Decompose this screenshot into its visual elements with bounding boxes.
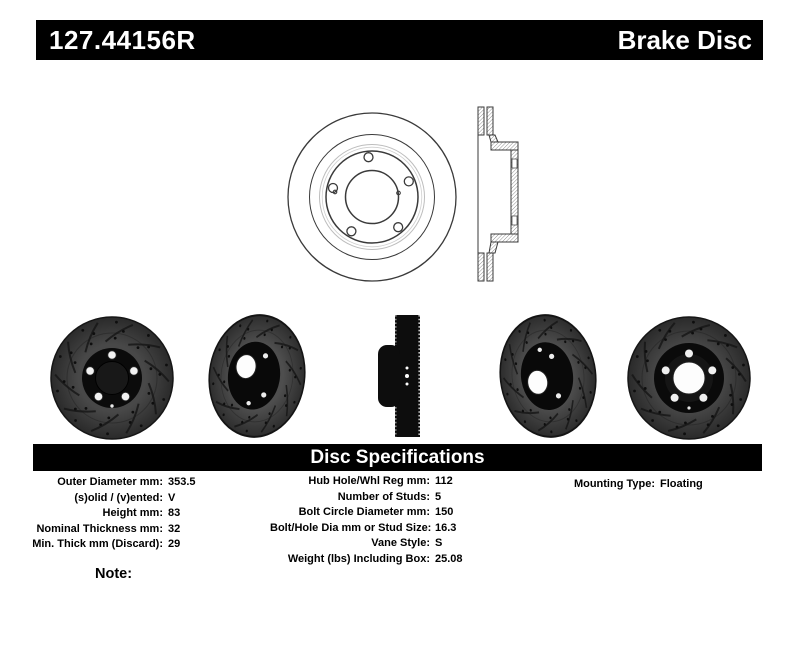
spec-column-left [20, 475, 196, 553]
technical-drawing [270, 95, 550, 295]
header-bar [36, 20, 763, 60]
spec-label: Mounting Type: [573, 478, 655, 490]
rotor-photo-angled-right [207, 311, 307, 441]
spec-value: 150 [435, 506, 454, 519]
spec-row [270, 536, 463, 552]
spec-value: V [168, 491, 176, 504]
spec-label: Nominal Thickness mm: [36, 522, 163, 535]
spec-row [540, 477, 703, 493]
rotor-photo-rear-face [624, 310, 754, 446]
spec-row [270, 521, 463, 537]
spec-value: 16.3 [435, 521, 457, 534]
spec-value: 83 [168, 507, 181, 520]
spec-value: 25.08 [435, 552, 463, 565]
spec-row [20, 475, 196, 491]
rotor-photo-side-profile [378, 309, 426, 443]
spec-section-title: Disc Specifications [310, 446, 485, 468]
spec-value: Floating [660, 478, 703, 490]
front-view-drawing [288, 113, 456, 281]
note-label: Note: [95, 566, 133, 582]
spec-label: Weight (lbs) Including Box: [287, 552, 430, 565]
hat-section [378, 345, 400, 407]
spec-label: Bolt/Hole Dia mm or Stud Size: [270, 521, 432, 534]
spec-row [20, 491, 196, 507]
spec-row [270, 552, 463, 568]
spec-row [270, 490, 463, 506]
spec-label: Height mm: [102, 507, 163, 520]
spec-row [20, 506, 196, 522]
rotor-photo-front-face [47, 310, 177, 446]
spec-label: Number of Studs: [337, 490, 430, 503]
spec-column-right [540, 477, 703, 493]
part-number: 127.44156R [49, 24, 196, 55]
spec-value: 112 [435, 475, 453, 487]
pin-holes [333, 190, 400, 195]
spec-label: Vane Style: [371, 537, 430, 550]
pin-hole [687, 406, 690, 409]
spec-label: Outer Diameter mm: [57, 476, 163, 488]
spec-value: 5 [435, 490, 442, 503]
spec-value: 353.5 [168, 476, 196, 488]
spec-row [270, 474, 463, 490]
spec-column-middle [270, 474, 463, 568]
spec-label: (s)olid / (v)ented: [74, 491, 163, 504]
spec-label: Bolt Circle Diameter mm: [298, 506, 430, 519]
rotor-photo-angled-left [498, 311, 598, 441]
pin-hole [110, 404, 113, 407]
product-type-title: Brake Disc [617, 24, 752, 55]
spec-value: 29 [168, 538, 181, 551]
spec-row [20, 522, 196, 538]
spec-row [20, 537, 196, 553]
cross-section-drawing [478, 107, 518, 281]
spec-label: Hub Hole/Whl Reg mm: [308, 475, 430, 487]
center-hole [673, 362, 705, 394]
spec-label: Min. Thick mm (Discard): [32, 538, 163, 551]
spec-row [270, 505, 463, 521]
spec-value: S [435, 537, 443, 550]
spec-section-bar [33, 444, 762, 471]
center-hole [96, 362, 129, 395]
spec-value: 32 [168, 522, 181, 535]
